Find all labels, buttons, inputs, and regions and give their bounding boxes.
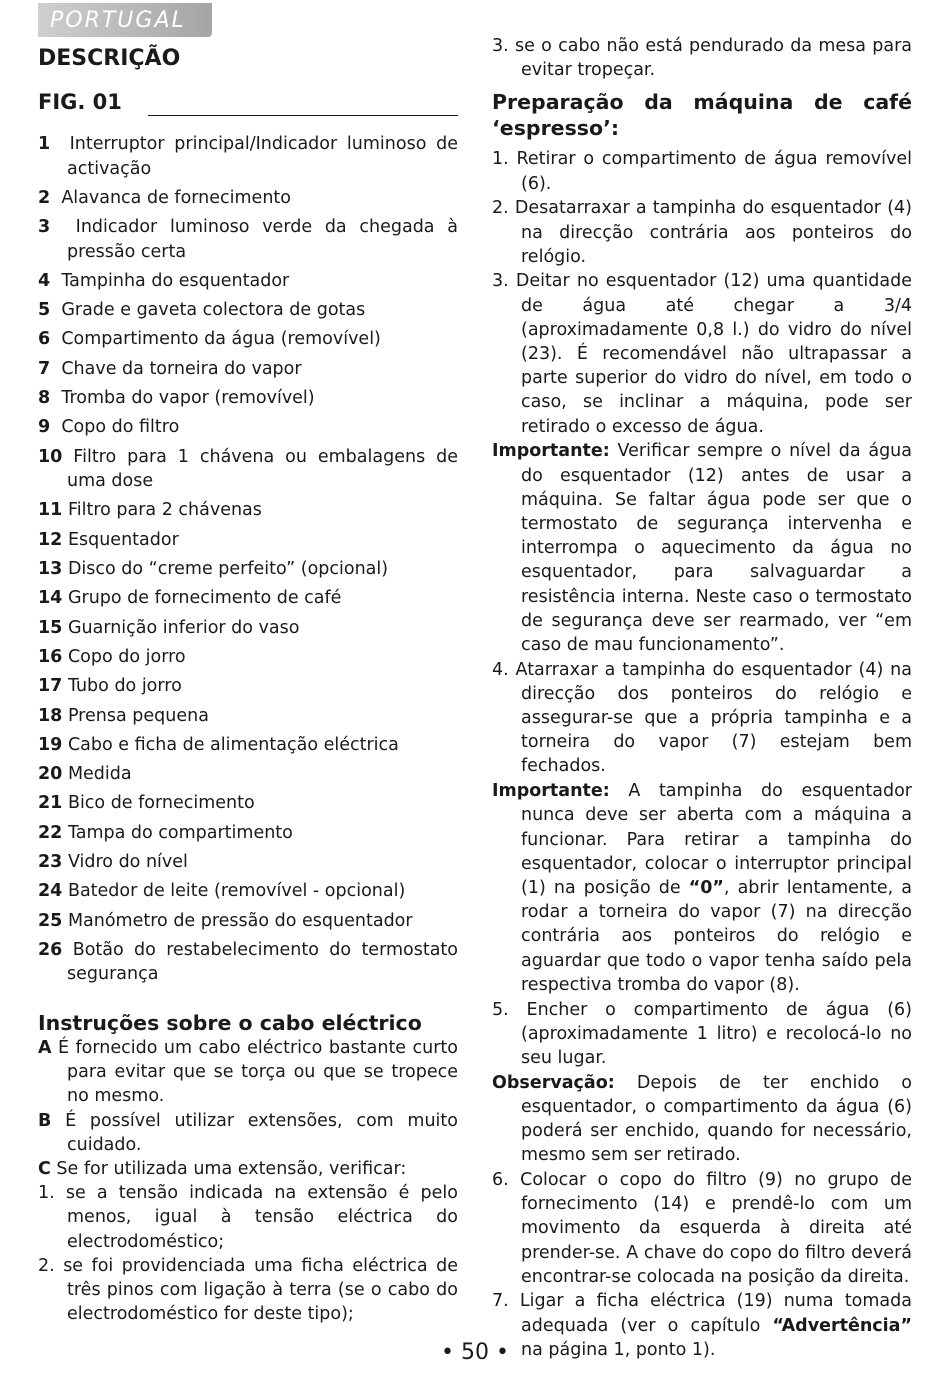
step-item: 6. Colocar o copo do filtro (9) no grupo de fornecimento (14) e prendê-lo com um movimento da esquerda à direita até prender-se. A chave do copo do filtro deverá encontrar-se colocada na posição da direita. xyxy=(492,1169,912,1287)
parts-list-item: 7 Chave da torneira do vapor xyxy=(38,358,302,379)
parts-list-item: 12 Esquentador xyxy=(38,529,179,550)
cable-item: B É possível utilizar extensões, com muito cuidado. xyxy=(38,1110,458,1155)
parts-list-item: 2 Alavanca de fornecimento xyxy=(38,187,291,208)
parts-list-item: 4 Tampinha do esquentador xyxy=(38,270,290,291)
parts-list-item: 21 Bico de fornecimento xyxy=(38,793,255,814)
step-item: 4. Atarraxar a tampinha do esquentador (4) na direcção dos ponteiros do relógio e assegurar-se que a própria tampinha e a torneira do vapor (7) estejam bem fechados. xyxy=(492,659,912,777)
parts-list-item: 11 Filtro para 2 chávenas xyxy=(38,500,262,521)
preparation-title: Preparação da máquina de café ‘espresso’: xyxy=(492,90,912,141)
parts-list-item: 19 Cabo e ficha de alimentação eléctrica xyxy=(38,734,399,755)
figure-label: FIG. 01 xyxy=(38,90,122,114)
parts-list-item: 23 Vidro do nível xyxy=(38,852,188,873)
parts-list-item: 20 Medida xyxy=(38,764,132,785)
important-note: Importante: Verificar sempre o nível da água do esquentador (12) antes de usar a máquina. Se faltar água pode ser que o termostato de segurança intervenha e interrompa o aquecimento da água no esquentador, para salvaguardar a resistência interna. Neste caso o termostato de segurança deve ser rearmado, ver “em caso de mau funcionamento”. xyxy=(492,441,912,655)
parts-list-item: 18 Prensa pequena xyxy=(38,705,209,726)
step-item: 3. Deitar no esquentador (12) uma quantidade de água até chegar a 3/4 (aproximadamente 0,8 l.) do vidro do nível (23). É recomendável não ultrapassar a parte superior do vidro do nível, em todo o caso, se inclinar a máquina, pode ser retirado o excesso de água. xyxy=(492,271,912,437)
page-number: • 50 • xyxy=(441,1340,509,1365)
cable-item: 1. se a tensão indicada na extensão é pelo menos, igual à tensão eléctrica do electrodoméstico; xyxy=(38,1183,458,1252)
parts-list xyxy=(38,132,458,992)
cable-instructions-title: Instruções sobre o cabo eléctrico xyxy=(38,1011,422,1035)
step-item: 2. Desatarraxar a tampinha do esquentador (4) na direcção contrária aos ponteiros do relógio. xyxy=(492,198,912,267)
parts-list-item: 6 Compartimento da água (removível) xyxy=(38,329,381,350)
cable-item: 2. se foi providenciada uma ficha eléctrica de três pinos com ligação à terra (se o cabo do electrodoméstico for deste tipo); xyxy=(38,1255,458,1325)
parts-list-item: 17 Tubo do jorro xyxy=(38,676,182,697)
language-tab xyxy=(38,3,212,37)
parts-list-item: 15 Guarnição inferior do vaso xyxy=(38,617,300,638)
section-title: DESCRIÇÃO xyxy=(38,46,181,71)
parts-list-item: 25 Manómetro de pressão do esquentador xyxy=(38,910,413,931)
cable-item: C Se for utilizada uma extensão, verificar: xyxy=(38,1159,407,1180)
step-item: 5. Encher o compartimento de água (6) (aproximadamente 1 litro) e recolocá-lo no seu lugar. xyxy=(492,999,912,1068)
observation-note: Observação: Depois de ter enchido o esquentador, o compartimento da água (6) poderá ser enchido, quando for necessário, mesmo sem ser retirado. xyxy=(492,1072,912,1166)
important-note: Importante: A tampinha do esquentador nunca deve ser aberta com a máquina a funcionar. Para retirar a tampinha do esquentador, colocar o interruptor principal (1) na posição de “0”, abrir lentamente, a rodar a torneira do vapor (7) na direcção contrária aos ponteiros do relógio e aguardar que todo o vapor tenha saído pela respectiva tromba do vapor (8). xyxy=(492,781,912,995)
parts-list-item: 9 Copo do filtro xyxy=(38,417,180,438)
parts-list-item: 13 Disco do “creme perfeito” (opcional) xyxy=(38,559,389,580)
parts-list-item: 14 Grupo de fornecimento de café xyxy=(38,588,342,609)
language-tab-label: PORTUGAL xyxy=(50,8,186,33)
right-content xyxy=(492,34,912,1363)
parts-list-item: 16 Copo do jorro xyxy=(38,646,186,667)
step-item: 1. Retirar o compartimento de água removível (6). xyxy=(492,149,912,194)
cable-item: A É fornecido um cabo eléctrico bastante curto para evitar que se torça ou que se tropece no mesmo. xyxy=(38,1038,458,1107)
cable-item: 3. se o cabo não está pendurado da mesa para evitar tropeçar. xyxy=(492,36,912,81)
parts-list-item: 10 Filtro para 1 chávena ou embalagens de uma dose xyxy=(38,446,458,492)
figure-divider xyxy=(148,115,458,116)
parts-list-item: 8 Tromba do vapor (removível) xyxy=(38,388,315,409)
parts-list-item: 1 Interruptor principal/Indicador luminoso de activação xyxy=(38,134,458,179)
parts-list-item: 24 Batedor de leite (removível - opcional) xyxy=(38,881,406,902)
cable-instructions xyxy=(38,1010,458,1326)
step-item: 7. Ligar a ficha eléctrica (19) numa tomada adequada (ver o capítulo “Advertência” na página 1, ponto 1). xyxy=(492,1291,912,1360)
parts-list-item: 5 Grade e gaveta colectora de gotas xyxy=(38,300,366,321)
parts-list-item: 22 Tampa do compartimento xyxy=(38,822,293,843)
parts-list-item: 26 Botão do restabelecimento do termostato segurança xyxy=(38,939,458,985)
parts-list-item: 3 Indicador luminoso verde da chegada à pressão certa xyxy=(38,217,458,262)
